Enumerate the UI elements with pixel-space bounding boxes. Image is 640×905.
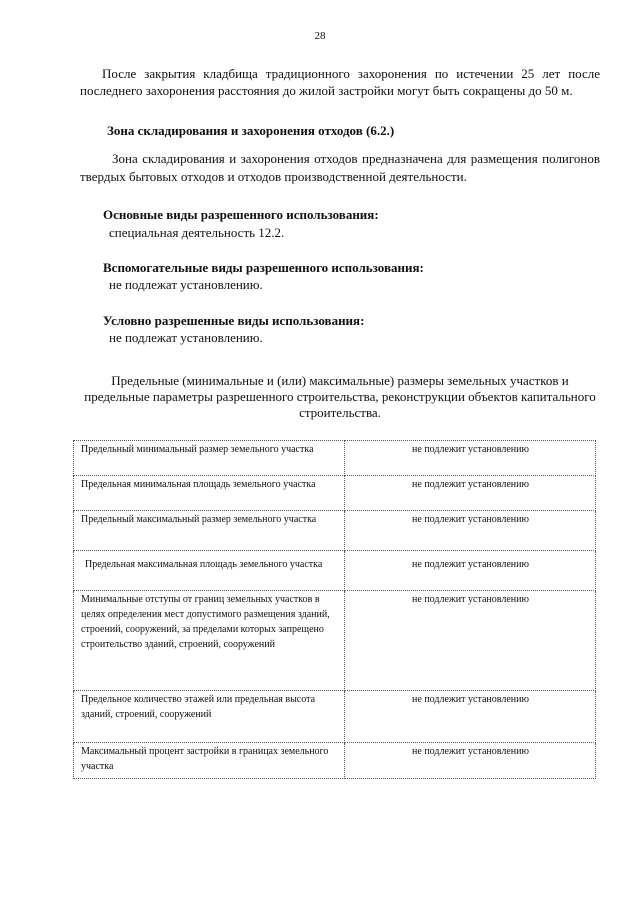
table-row xyxy=(74,591,596,691)
parameter-name: Предельная минимальная площадь земельного участка xyxy=(74,476,345,511)
auxiliary-uses-text: не подлежат установлению. xyxy=(109,277,263,292)
zone-description: Зона складирования и захоронения отходов предназначена для размещения полигонов твердых бытовых отходов и отходов производственной деятельности. xyxy=(80,151,600,184)
parameter-value: не подлежит установлению xyxy=(345,691,596,743)
parameter-value: не подлежит установлению xyxy=(345,551,596,591)
table-row xyxy=(74,441,596,476)
main-uses-text: специальная деятельность 12.2. xyxy=(109,225,285,240)
zone-heading: Зона складирования и захоронения отходов (6.2.) xyxy=(107,123,395,138)
parameter-name: Предельное количество этажей или предельная высота зданий, строений, сооружений xyxy=(74,691,345,743)
main-uses-heading: Основные виды разрешенного использования: xyxy=(103,207,379,222)
parameter-value: не подлежит установлению xyxy=(345,476,596,511)
parameter-value: не подлежит установлению xyxy=(345,743,596,779)
parameter-value: не подлежит установлению xyxy=(345,511,596,551)
parameter-value: не подлежит установлению xyxy=(345,591,596,691)
table-row xyxy=(74,743,596,779)
intro-paragraph: После закрытия кладбища традиционного захоронения по истечении 25 лет после последнего захоронения расстояния до жилой застройки могут быть сокращены до 50 м. xyxy=(80,66,600,98)
parameter-name: Максимальный процент застройки в границах земельного участка xyxy=(74,743,345,779)
table-row xyxy=(74,511,596,551)
conditional-uses-heading: Условно разрешенные виды использования: xyxy=(103,313,365,328)
auxiliary-uses-heading: Вспомогательные виды разрешенного использования: xyxy=(103,260,424,275)
conditional-uses-text: не подлежат установлению. xyxy=(109,330,263,345)
table-row xyxy=(74,691,596,743)
parameter-name: Предельный максимальный размер земельного участка xyxy=(74,511,345,551)
parameters-table xyxy=(73,440,596,779)
parameters-title: Предельные (минимальные и (или) максимальные) размеры земельных участков и предельные параметры разрешенного строительства, реконструкции объектов капитального строительства. xyxy=(84,373,596,420)
table-row xyxy=(74,476,596,511)
parameter-name: Предельная максимальная площадь земельного участка xyxy=(74,551,345,591)
parameter-value: не подлежит установлению xyxy=(345,441,596,476)
parameter-name: Предельный минимальный размер земельного участка xyxy=(74,441,345,476)
table-row xyxy=(74,551,596,591)
parameter-name: Минимальные отступы от границ земельных участков в целях определения мест допустимого размещения зданий, строений, сооружений, за пределами которых запрещено строительство зданий, строений, сооружений xyxy=(74,591,345,691)
page-number: 28 xyxy=(314,30,326,42)
